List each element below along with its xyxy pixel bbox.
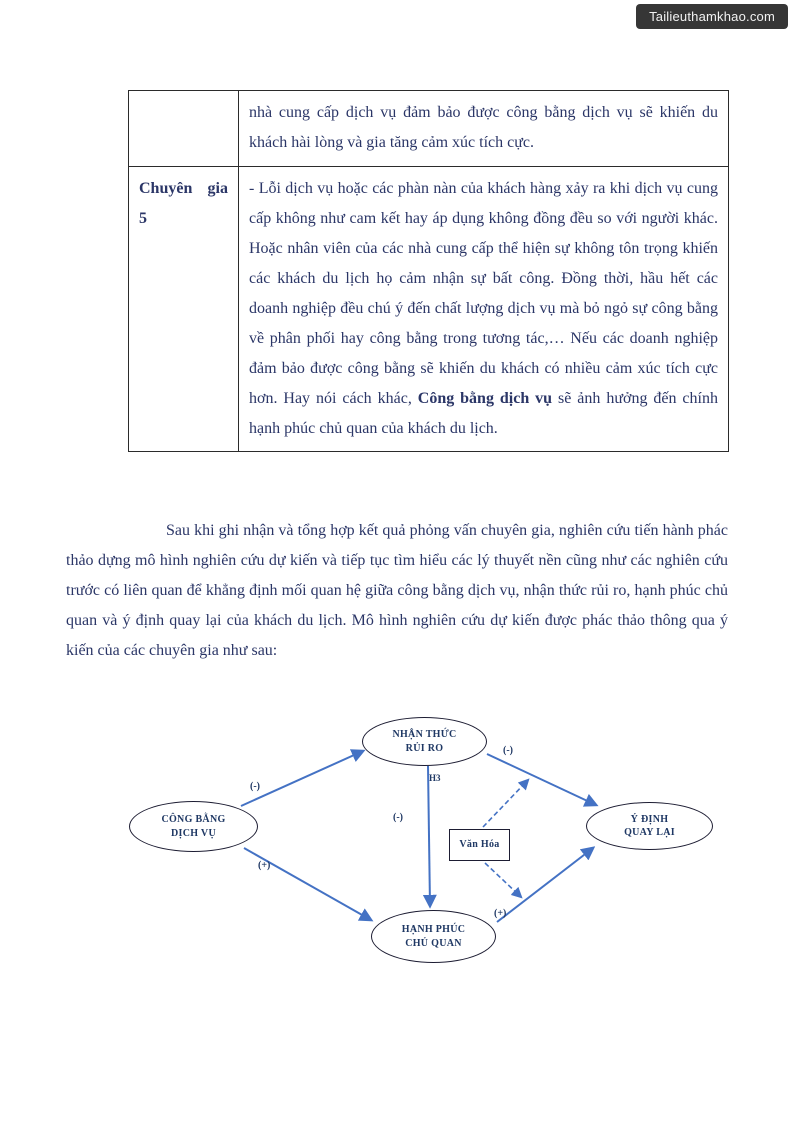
table-row [129, 167, 729, 452]
expert-opinion-table [128, 90, 729, 452]
expert-cell-empty [129, 91, 239, 167]
edge-label-h3: H3 [429, 773, 441, 783]
node-service-fairness [129, 801, 258, 852]
opinion-text [249, 174, 718, 444]
node-label: CHỦ QUAN [405, 937, 462, 949]
opinion-text-part: sẽ ảnh hưởng đến chính hạnh phúc chủ quan của khách du lịch. [249, 390, 718, 437]
edge-label-risk-intention: (-) [503, 745, 513, 756]
node-label: Văn Hóa [459, 839, 500, 851]
research-model-diagram [0, 700, 794, 1000]
opinion-text-bold: Công bằng dịch vụ [417, 390, 553, 407]
node-label: CÔNG BẰNG [161, 814, 226, 825]
opinion-text-part: - Lỗi dịch vụ hoặc các phàn nàn của khách hàng xảy ra khi dịch vụ cung cấp không như cam kết hay áp dụng không đồng đều so với người khác. Hoặc nhân viên của các nhà cung cấp thể hiện sự không tôn trọng khiến các khách du lịch họ cảm nhận sự bất công. Đồng thời, hầu hết các doanh nghiệp đều chú ý đến chất lượng dịch vụ mà bỏ ngỏ sự công bằng về phân phối hay công bằng trong tương tác,… Nếu các doanh nghiệp đảm bảo được công bằng sẽ khiến du khách có nhiều cảm xúc tích cực hơn. Hay nói cách khác, [249, 180, 718, 407]
watermark-badge: Tailieuthamkhao.com [636, 4, 788, 29]
body-paragraph: Sau khi ghi nhận và tổng hợp kết quả phỏng vấn chuyên gia, nghiên cứu tiến hành phác thảo dựng mô hình nghiên cứu dự kiến và tiếp tục tìm hiểu các lý thuyết nền cũng như các nghiên cứu trước có liên quan để khẳng định mối quan hệ giữa công bằng dịch vụ, nhận thức rủi ro, hạnh phúc chủ quan và ý định quay lại của khách du lịch. Mô hình nghiên cứu dự kiến được phác thảo thông qua ý kiến của các chuyên gia như sau: [66, 522, 728, 659]
node-risk-perception [362, 717, 487, 766]
expert-cell [129, 167, 239, 452]
edge-label-fairness-risk: (-) [250, 781, 260, 792]
edge-label-risk-wellbeing: (-) [393, 812, 403, 823]
node-revisit-intention [586, 802, 713, 850]
table-row [129, 91, 729, 167]
opinion-cell [239, 167, 729, 452]
expert-name: Chuyên gia 5 [139, 180, 228, 227]
edge-label-fairness-wellbeing: (+) [258, 860, 271, 871]
node-label: RỦI RO [405, 742, 444, 754]
node-subjective-wellbeing [371, 910, 496, 963]
node-culture [449, 829, 510, 861]
node-label: DỊCH VỤ [171, 827, 216, 839]
edge-label-wellbeing-intention: (+) [494, 908, 507, 919]
opinion-text: nhà cung cấp dịch vụ đảm bảo được công bằng dịch vụ sẽ khiến du khách hài lòng và gia tăng cảm xúc tích cực. [249, 104, 718, 151]
node-label: HẠNH PHÚC [401, 924, 466, 935]
node-label: QUAY LẠI [624, 827, 675, 838]
node-label: NHẬN THỨC [392, 729, 457, 740]
opinion-cell [239, 91, 729, 167]
node-label: Ý ĐỊNH [630, 813, 669, 825]
